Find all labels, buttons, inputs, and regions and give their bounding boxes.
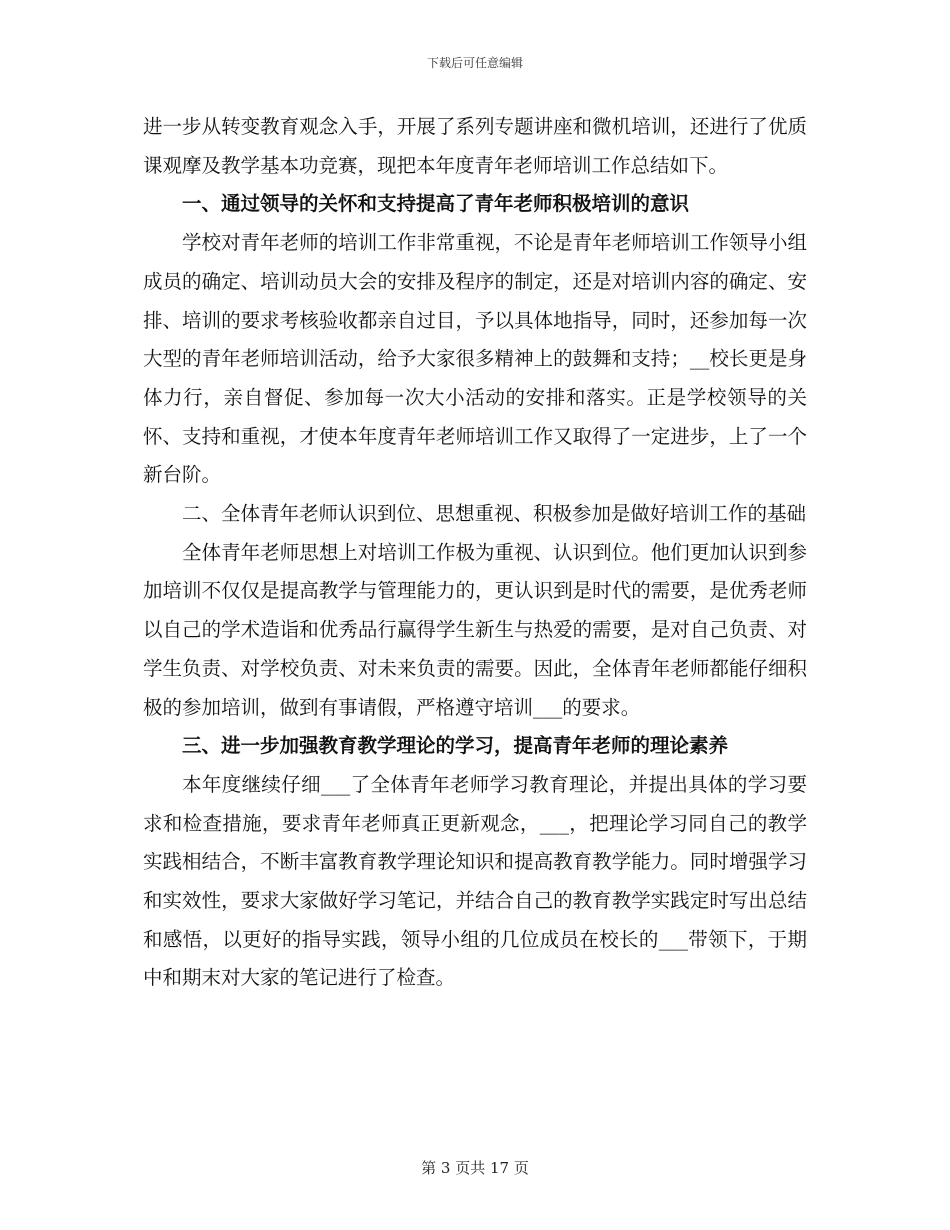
- paragraph-intro: 进一步从转变教育观念入手，开展了系列专题讲座和微机培训，还进行了优质课观摩及教学基本功竞赛，现把本年度青年老师培训工作总结如下。: [143, 115, 807, 177]
- document-body: [143, 108, 807, 998]
- paragraph-section-2: 全体青年老师思想上对培训工作极为重视、认识到位。他们更加认识到参加培训不仅仅是提高教学与管理能力的，更认识到是时代的需要，是优秀老师以自己的学术造诣和优秀品行赢得学生新生与热爱的需要，是对自己负责、对学生负责、对学校负责、对未来负责的需要。因此，全体青年老师都能仔细积极的参加培训，做到有事请假，严格遵守培训___的要求。: [143, 540, 807, 719]
- paragraph-section-1: 学校对青年老师的培训工作非常重视，不论是青年老师培训工作领导小组成员的确定、培训动员大会的安排及程序的制定，还是对培训内容的确定、安排、培训的要求考核验收都亲自过目，予以具体地指导，同时，还参加每一次大型的青年老师培训活动，给予大家很多精神上的鼓舞和支持；__校长更是身体力行，亲自督促、参加每一次大小活动的安排和落实。正是学校领导的关怀、支持和重视，才使本年度青年老师培训工作又取得了一定进步，上了一个新台阶。: [143, 231, 807, 487]
- paragraph-section-3: 本年度继续仔细___了全体青年老师学习教育理论，并提出具体的学习要求和检查措施，要求青年老师真正更新观念，___，把理论学习同自己的教学实践相结合，不断丰富教育教学理论知识和提高教育教学能力。同时增强学习和实效性，要求大家做好学习笔记，并结合自己的教育教学实践定时写出总结和感悟，以更好的指导实践，领导小组的几位成员在校长的___带领下，于期中和期末对大家的笔记进行了检查。: [143, 772, 807, 990]
- page-header: 下载后可任意编辑: [426, 56, 523, 70]
- section-heading-2: 二、全体青年老师认识到位、思想重视、积极参加是做好培训工作的基础: [182, 502, 807, 526]
- section-heading-1: 一、通过领导的关怀和支持提高了青年老师积极培训的意识: [182, 192, 690, 216]
- page-number: 第 3 页共 17 页: [421, 1159, 529, 1177]
- section-heading-3: 三、进一步加强教育教学理论的学习，提高青年老师的理论素养: [182, 734, 729, 758]
